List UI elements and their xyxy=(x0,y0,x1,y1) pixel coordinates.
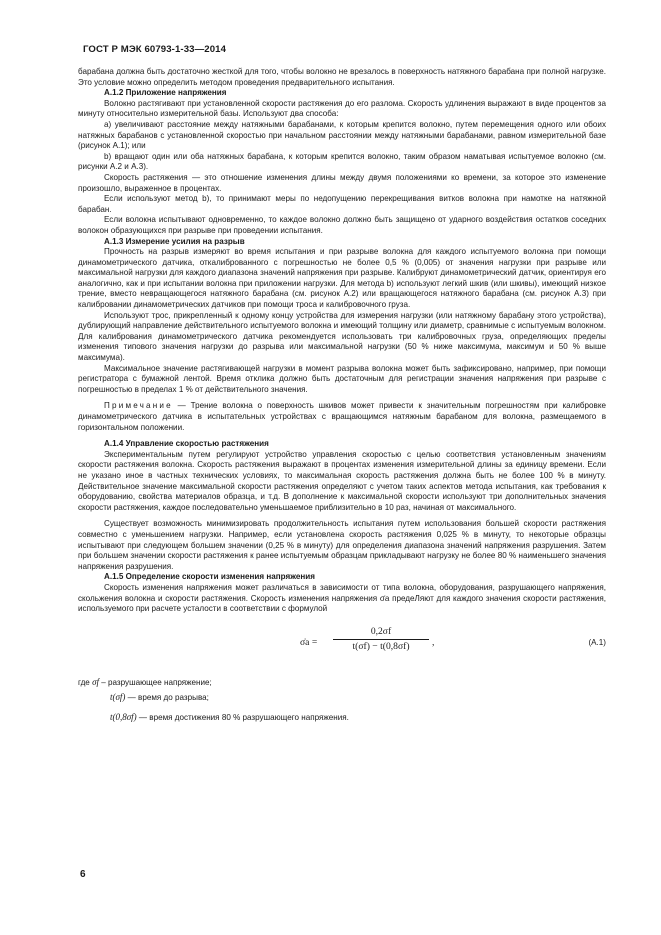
formula-numerator: 0,2σf xyxy=(370,625,392,637)
paragraph-a12-1: Волокно растягивают при установленной скорости растяжения до его разлома. Скорость удлинения выражают в виде процентов за минуту относительно измерительной базы. Используют два способа: xyxy=(78,98,606,119)
paragraph-continued: барабана должна быть достаточно жесткой для того, чтобы волокно не врезалось в поверхность натяжного барабана при полной нагрузке. Это условие можно определить методом проведения предварительного испытания. xyxy=(78,67,606,87)
formula-comma: , xyxy=(432,636,435,648)
formula-a1 xyxy=(78,623,606,667)
definition-prefix: где xyxy=(78,677,93,687)
formula-lhs: σ̇a = xyxy=(300,636,318,648)
paragraph-a14-2: Существует возможность минимизировать продолжительность испытания путем использования большей скорости растяжения совместно с уменьшением нагрузки. Например, если установлена скорость растяжения 0,025 % в минуту, то некоторые образцы испытывают при следующем большем значении (0,25 % в минуту) для определения диапазона значений напряжения разрушения. Затем при большем значении скорости растяжения к ранее испытуемым образцам прикладывают нагрузку не более 80 % наименьшего значения напряжения разрушения. xyxy=(78,519,606,571)
definition-3 xyxy=(78,712,606,724)
document-body xyxy=(78,67,606,723)
definition-text-1: – разрушающее напряжение; xyxy=(99,677,212,687)
formula-denominator: t(σf) − t(0,8σf) xyxy=(333,639,429,653)
definition-2 xyxy=(78,692,606,704)
note-text: — Трение волокна о поверхность шкивов может привести к значительным погрешностям при калибровке динамометрического датчика в испытательных устройствах с вращающимся натяжным барабаном для волокна, размещаемого в горизонтальном положении. xyxy=(78,401,606,432)
paragraph-a13-2: Используют трос, прикрепленный к одному концу устройства для измерения нагрузки (или натяжному барабану этого устройства), дублирующий направление действительного испытуемого волокна и имеющий толщину или диаметр, сравнимые с испытуемым волокном. Для калибрования динамометрического датчика рекомендуется использовать три калибровочных груза, определяющих пределы изменения типового значения нагрузки до разрыва или максимальной нагрузки (50 % ниже максимума, максимум и 50 % выше максимума). xyxy=(78,310,606,363)
heading-a15: А.1.5 Определение скорости изменения напряжения xyxy=(104,572,315,582)
definition-symbol-1: σf xyxy=(92,676,100,687)
paragraph-a15-1: Скорость изменения напряжения может различаться в зависимости от типа волокна, оборудования, разрушающего напряжения, скольжения волокна и скорости растяжения. Скорость изменения напряжения σ̇a предеЛяют для каждого значения скорости растяжения, используемого при расчете усталости в соответствии с формулой xyxy=(78,582,606,614)
paragraph-a12-3: Если используют метод b), то принимают меры по недопущению перекрещивания витков волокна при намотке на натяжной барабан. xyxy=(78,194,606,214)
paragraph-a13-1: Прочность на разрыв измеряют во время испытания и при разрыве волокна для каждого испытуемого волокна при помощи динамометрического датчика, откалиброванного с погрешностью не более 0,5 % (0,005) от значения нагрузки при разрыве или максимальной нагрузки для каждого диапазона значений напряжения при разрыве. Калибруют динамометрический датчик, ориентируя его аналогично, как и при испытании волокна при приложении нагрузки. Для метода b) используют легкий шкив (или шкивы), имеющий низкое трение, вместо невращающегося натяжного барабана (см. рисунок А.2) или вращающегося натяжного барабана (см. рисунок А.3) при калибровании динамометрических датчиков при помощи троса и калибровочного груза. xyxy=(78,247,606,310)
paragraph-a13-3: Максимальное значение растягивающей нагрузки в момент разрыва волокна может быть зафиксировано, например, при помощи регистратора с бумажной лентой. Время отклика должно быть достаточным для регистрации значения напряжения при разрыве с погрешностью в пределах 1 % от действительного значения. xyxy=(78,363,606,394)
definition-symbol-2: t(σf) xyxy=(110,692,126,703)
heading-a14: А.1.4 Управление скоростью растяжения xyxy=(104,439,269,449)
definition-symbol-3: t(0,8σf) xyxy=(110,711,137,722)
definition-text-3: — время достижения 80 % разрушающего напряжения. xyxy=(136,712,349,722)
definition-1 xyxy=(78,677,606,689)
note xyxy=(78,401,606,433)
definition-text-2: — время до разрыва; xyxy=(125,693,209,703)
list-item-b: b) вращают один или оба натяжных барабана, к которым крепится волокно, таким образом наматывая испытуемое волокно (см. рисунки А.2 и А.3). xyxy=(78,151,606,172)
paragraph-a12-4: Если волокна испытывают одновременно, то каждое волокно должно быть защищено от ударного воздействия остатков соседних волокон образующихся при разрыве при проведении испытания. xyxy=(78,215,606,235)
paragraph-a12-2: Скорость растяжения — это отношение изменения длины между двумя положениями ко времени, за которое это изменение произошло, выраженное в процентах. xyxy=(78,172,606,193)
note-label: Примечание xyxy=(104,401,173,411)
formula-number: (А.1) xyxy=(588,637,606,647)
page-number: 6 xyxy=(80,869,86,880)
list-item-a: а) увеличивают расстояние между натяжными барабанами, к которым крепится волокно, путем перемещения одного или обоих натяжных барабанов с установленной скоростью при начальном расстоянии между натяжными барабанами, равном измерительной базе (рисунок А.1); или xyxy=(78,119,606,151)
heading-a12: А.1.2 Приложение напряжения xyxy=(104,88,227,98)
paragraph-a14-1: Экспериментальным путем регулируют устройство управления скоростью с целью соответствия установленным значениям скорости растяжения волокна. Скорость растяжения выражают в процентах изменения измерительной длины за единицу времени. Если не указано иное в частных технических условиях, то максимальная скорость растяжения должна быть не более 100 % в минуту. Действительное значение максимальной скорости растяжения определяют с учетом таких аспектов метода испытания, как требования к оборудованию, свойства материалов образца, и т.д. В дополнение к максимальной скорости используют три дополнительных значения скорости растяжения, каждое последовательно уменьшаемое приблизительно в 10 раз, начиная от максимального. xyxy=(78,449,606,512)
heading-a13: А.1.3 Измерение усилия на разрыв xyxy=(104,236,245,246)
definitions xyxy=(78,677,606,724)
formula-fraction xyxy=(333,627,429,653)
document-header: ГОСТ Р МЭК 60793-1-33—2014 xyxy=(83,44,227,55)
